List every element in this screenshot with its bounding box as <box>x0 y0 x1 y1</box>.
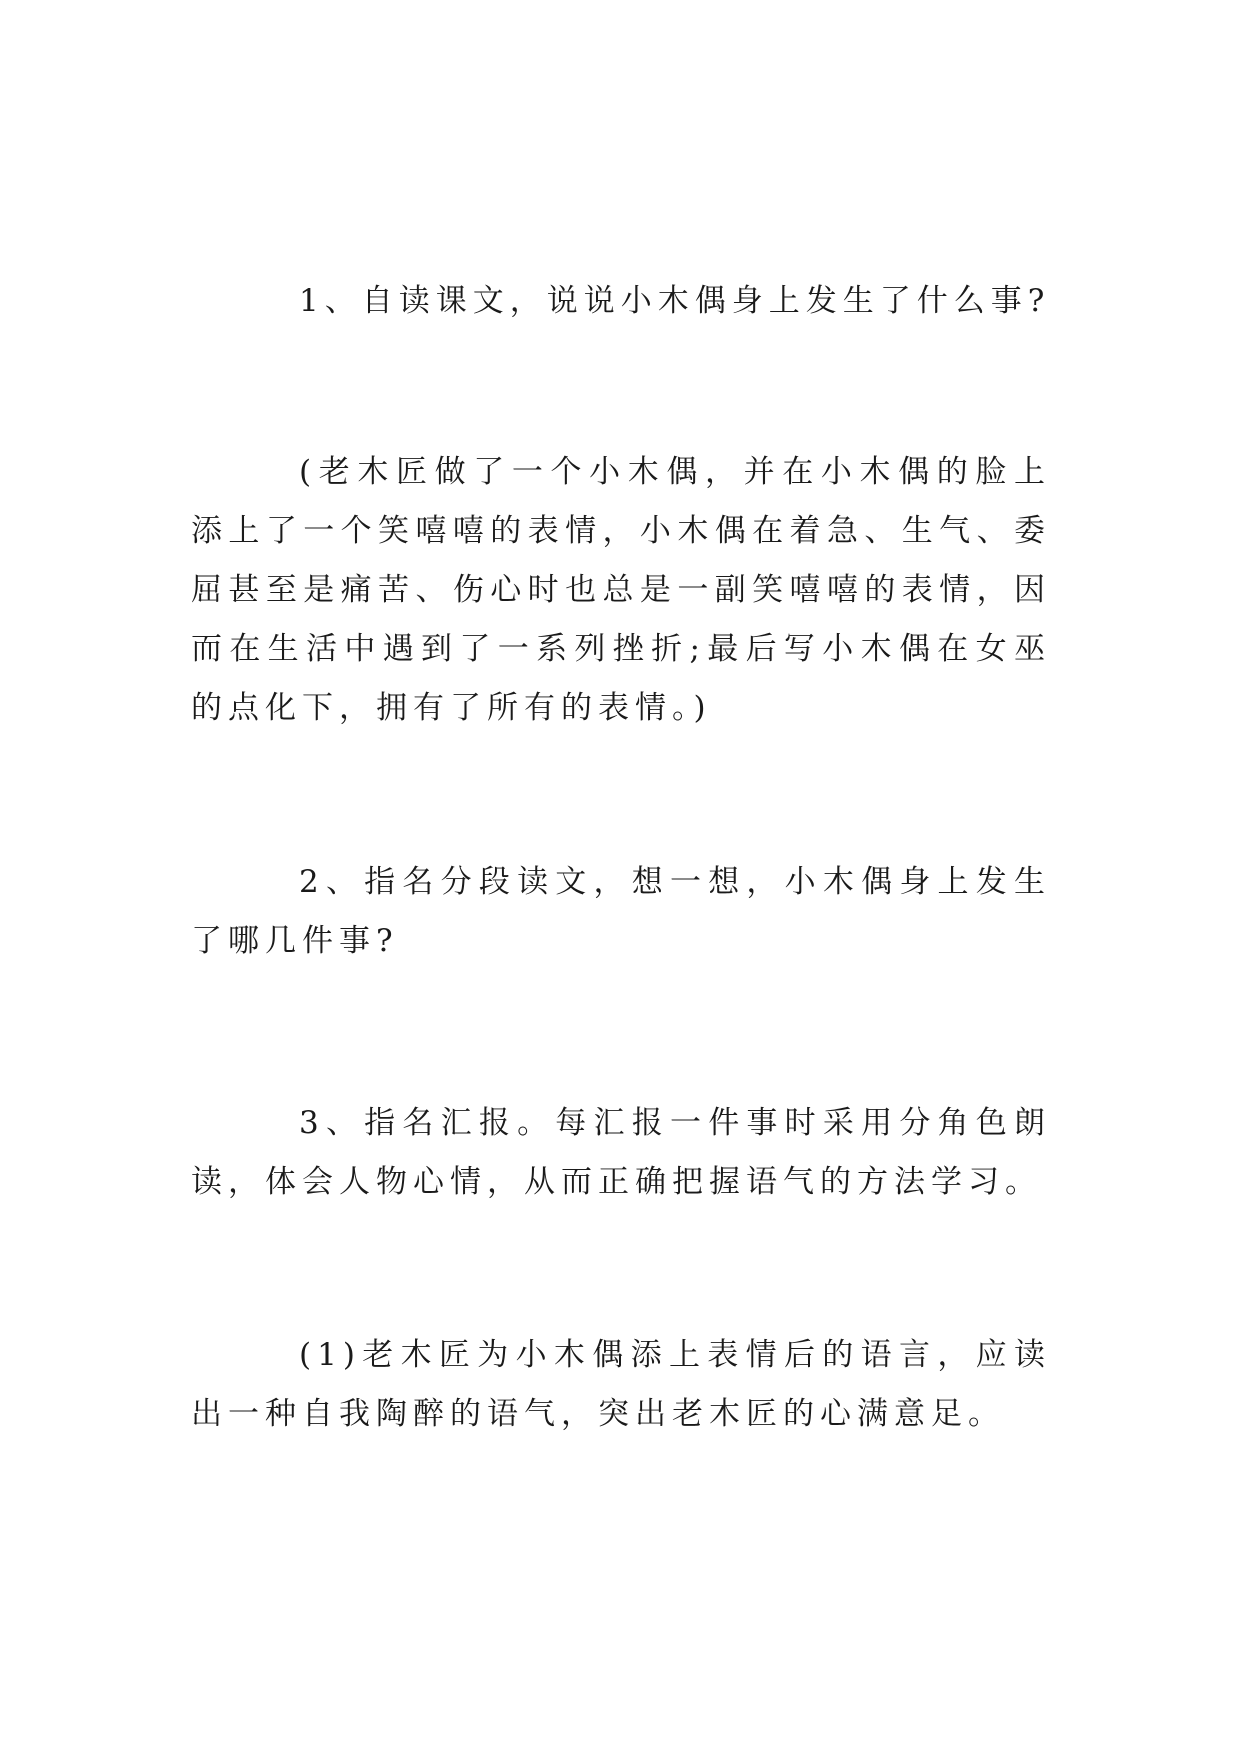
paragraph-step-3: 3、指名汇报。每汇报一件事时采用分角色朗读，体会人物心情，从而正确把握语气的方法学习。 <box>191 1105 1051 1200</box>
paragraph-answer-1: (老木匠做了一个小木偶，并在小木偶的脸上添上了一个笑嘻嘻的表情，小木偶在着急、生气、委屈甚至是痛苦、伤心时也总是一副笑嘻嘻的表情，因而在生活中遇到了一系列挫折;最后写小木偶在女巫的点化下，拥有了所有的表情。) <box>191 454 1051 726</box>
paragraph-step-3-1: (1)老木匠为小木偶添上表情后的语言，应读出一种自我陶醉的语气，突出老木匠的心满意足。 <box>191 1337 1051 1432</box>
paragraph-question-2: 2、指名分段读文，想一想，小木偶身上发生了哪几件事? <box>191 864 1051 959</box>
paragraph-question-1: 1、自读课文，说说小木偶身上发生了什么事? <box>299 283 1051 319</box>
